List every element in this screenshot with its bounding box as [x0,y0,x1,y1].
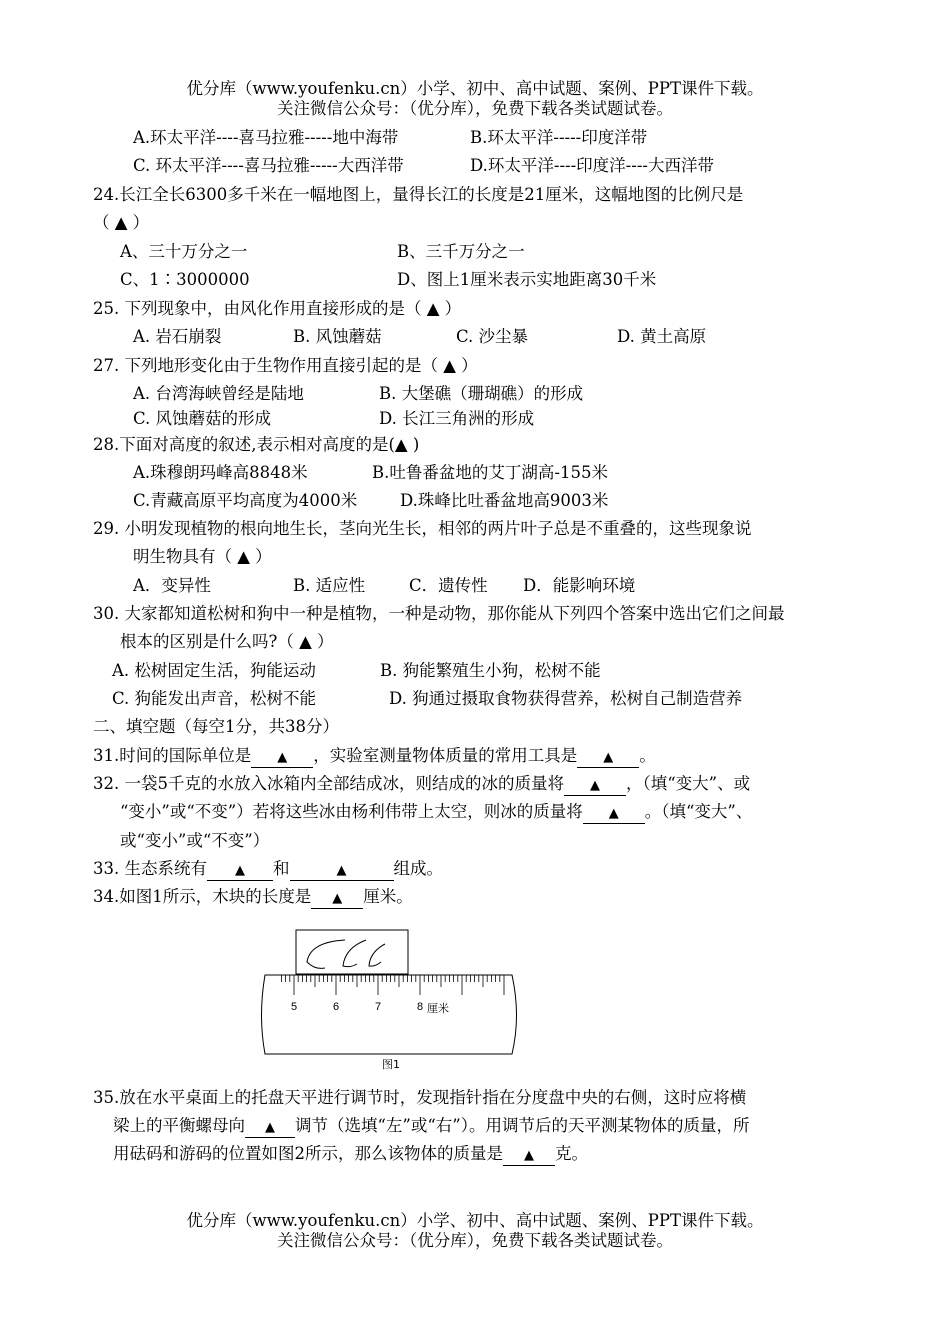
q28-option-a: A.珠穆朗玛峰高8848米 [133,463,308,482]
q23-option-c: C. 环太平洋----喜马拉雅-----大西洋带 [133,156,404,175]
q30-option-b: B. 狗能繁殖生小狗，松树不能 [380,661,601,680]
q35-text-3b: 克。 [555,1144,588,1163]
q25-option-a: A. 岩石崩裂 [133,327,222,346]
q29-stem-line-2: 明生物具有（ ▲ ） [133,547,272,566]
q31-blank-2-marker: ▲ [603,750,614,765]
q30-option-a: A. 松树固定生活，狗能运动 [112,661,316,680]
q25-stem: 25. 下列现象中，由风化作用直接形成的是（ ▲ ） [93,299,462,318]
q33 [93,858,443,881]
q31 [93,745,656,768]
header-line-2: 关注微信公众号：（优分库），免费下载各类试题试卷。 [277,99,673,118]
q34-text-2: 厘米。 [363,887,413,906]
q35-blank-1[interactable] [245,1117,295,1138]
q24-answer-paren: （ ▲ ） [93,213,150,232]
q28-option-b: B.吐鲁番盆地的艾丁湖高-155米 [372,463,608,482]
q27-option-b: B. 大堡礁（珊瑚礁）的形成 [379,384,584,403]
q28-option-d: D.珠峰比吐番盆地高9003米 [400,491,609,510]
header-line-1: 优分库（www.youfenku.cn）小学、初中、高中试题、案例、PPT课件下载。 [186,79,764,98]
q32-line-2 [120,801,752,824]
q28-stem: 28.下面对高度的叙述,表示相对高度的是(▲ ) [93,435,420,454]
q23-option-a: A.环太平洋----喜马拉雅-----地中海带 [133,128,399,147]
tick-label-6: 6 [333,1001,340,1013]
q35-line-3 [113,1143,588,1166]
q25-option-b: B. 风蚀蘑菇 [293,327,382,346]
q23-option-b: B.环太平洋-----印度洋带 [470,128,648,147]
q35-blank-1-marker: ▲ [265,1120,275,1135]
q35-text-2b: 调节（选填“左”或“右”）。用调节后的天平测某物体的质量，所 [295,1116,750,1135]
q33-blank-1-marker: ▲ [235,863,245,878]
footer-line-2: 关注微信公众号：（优分库），免费下载各类试题试卷。 [277,1231,673,1250]
q35-line-2 [113,1115,750,1138]
q31-text-1: 31.时间的国际单位是 [93,746,252,765]
q35-line-1: 35.放在水平桌面上的托盘天平进行调节时，发现指针指在分度盘中央的右侧，这时应将横 [93,1088,747,1107]
q32-text-4: 。（填“变大”、 [644,802,753,821]
figure-1-caption: 图1 [382,1058,400,1071]
q31-text-3: 。 [639,746,656,765]
q33-text-3: 组成。 [393,859,443,878]
q34-text-1: 34.如图1所示，木块的长度是 [93,887,312,906]
q24-option-b: B、三千万分之一 [397,242,525,261]
q35-text-2a: 梁上的平衡螺母向 [113,1116,245,1135]
q24-option-c: C、1∶3000000 [120,270,250,289]
q27-stem: 27. 下列地形变化由于生物作用直接引起的是（ ▲ ） [93,356,478,375]
q34-blank[interactable] [311,888,363,909]
q32-text-3: “变小”或“不变”）若将这些冰由杨利伟带上太空，则冰的质量将 [120,802,583,821]
q29-option-a: A．变异性 [133,576,211,595]
q24-stem: 24.长江全长6300多千米在一幅地图上，量得长江的长度是21厘米，这幅地图的比例尺是 [93,185,744,204]
q32-line-1 [93,773,750,796]
q32-blank-2-marker: ▲ [608,806,619,821]
q31-text-2: ，实验室测量物体质量的常用工具是 [313,746,578,765]
q34 [93,886,413,909]
q29-option-c: C．遗传性 [409,576,488,595]
section-2-heading: 二、填空题（每空1分，共38分） [93,717,339,736]
q29-option-d: D．能影响环境 [523,576,636,595]
q32-blank-2[interactable] [583,803,645,824]
q35-blank-2-marker: ▲ [524,1148,534,1163]
q25-option-d: D. 黄土高原 [617,327,707,346]
q33-text-1: 33. 生态系统有 [93,859,207,878]
q29-option-b: B. 适应性 [293,576,366,595]
q31-blank-2[interactable] [577,747,639,768]
q28-option-c: C.青藏高原平均高度为4000米 [133,491,358,510]
q23-option-d: D.环太平洋----印度洋----大西洋带 [470,156,714,175]
q35-text-3a: 用砝码和游码的位置如图2所示，那么该物体的质量是 [113,1144,503,1163]
wooden-block [296,930,408,974]
q30-option-c: C. 狗能发出声音，松树不能 [112,689,317,708]
q29-stem-line-1: 29. 小明发现植物的根向地生长，茎向光生长，相邻的两片叶子总是不重叠的，这些现象说 [93,519,752,538]
q32-text-1: 32. 一袋5千克的水放入冰箱内全部结成冰，则结成的冰的质量将 [93,774,564,793]
q33-blank-2[interactable] [290,860,394,881]
q30-stem-line-1: 30. 大家都知道松树和狗中一种是植物，一种是动物，那你能从下列四个答案中选出它们之间最 [93,604,785,623]
q32-text-2: ，（填“变大”、或 [625,774,751,793]
q35-blank-2[interactable] [503,1145,555,1166]
ruler-body [262,975,517,1054]
q24-option-d: D、图上1厘米表示实地距离30千米 [397,270,657,289]
q27-option-d: D. 长江三角洲的形成 [379,409,535,428]
q30-option-d: D. 狗通过摄取食物获得营养，松树自己制造营养 [389,689,743,708]
tick-label-7: 7 [375,1001,382,1013]
tick-label-8: 8 [417,1001,424,1013]
q33-text-2: 和 [273,859,290,878]
q30-stem-line-2: 根本的区别是什么吗?（ ▲ ） [120,632,334,651]
q34-blank-marker: ▲ [332,891,343,906]
q27-option-a: A. 台湾海峡曾经是陆地 [133,384,304,403]
ruler-unit-label: 厘米 [427,1002,449,1015]
tick-label-5: 5 [291,1001,298,1013]
q32-blank-1-marker: ▲ [589,778,600,793]
q25-option-c: C. 沙尘暴 [456,327,529,346]
q32-blank-1[interactable] [564,775,626,796]
figure-1-ruler-diagram [255,926,520,1076]
q33-blank-1[interactable] [207,860,273,881]
q32-line-3: 或“变小”或“不变”） [120,831,270,850]
q31-blank-1-marker: ▲ [277,750,288,765]
q31-blank-1[interactable] [251,747,313,768]
footer-line-1: 优分库（www.youfenku.cn）小学、初中、高中试题、案例、PPT课件下载。 [186,1211,764,1230]
q33-blank-2-marker: ▲ [336,863,347,878]
q24-option-a: A、三十万分之一 [120,242,248,261]
q27-option-c: C. 风蚀蘑菇的形成 [133,409,272,428]
